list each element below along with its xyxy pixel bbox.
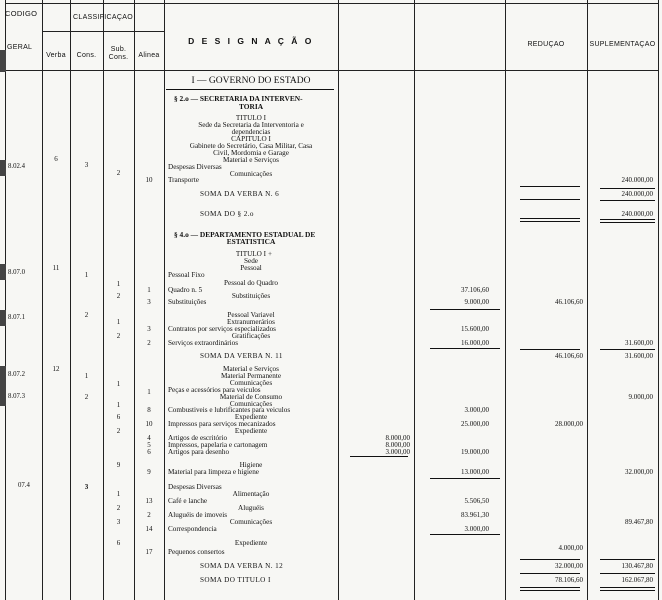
cons-number: 1 <box>84 372 89 380</box>
sum-rule <box>520 587 580 588</box>
alinea-number: 14 <box>145 525 153 533</box>
alinea-number: 17 <box>145 548 153 556</box>
designacao-row: Comunicações <box>229 170 273 178</box>
sub-cons-number: 6 <box>116 413 121 421</box>
sum-rule <box>430 478 500 479</box>
designacao-row: Gratificações <box>231 332 271 340</box>
quantity-value: 9.000,00 <box>464 298 489 306</box>
suplementacao-value: 9.000,00 <box>628 393 653 401</box>
designacao-row: Civil, Mordomia e Garage <box>213 149 289 157</box>
designacao-row: Comunicações <box>229 379 273 387</box>
designacao-row: Quadro n. 5 <box>168 286 203 294</box>
reducao-value: 46.106,60 <box>555 298 583 306</box>
geral-header: GERAL <box>7 44 33 51</box>
verba-number: 11 <box>52 264 60 272</box>
designacao-row: Alimentação <box>232 490 270 498</box>
designacao-row: Material de Consumo <box>219 393 283 401</box>
cons-number: 3 <box>84 483 89 491</box>
alinea-number: 8 <box>147 406 151 414</box>
col-line <box>587 0 588 600</box>
designacao-row: Pessoal Variavel <box>227 311 275 319</box>
alinea-number: 2 <box>147 339 151 347</box>
sum-rule <box>430 348 500 349</box>
designacao-row: Comunicações <box>229 518 273 526</box>
designacao-row: Impressos para serviços mecanizados <box>168 420 276 428</box>
designacao-row: TITULO I <box>235 114 267 122</box>
sub-cons-number: 2 <box>116 427 121 435</box>
alinea-number: 10 <box>145 420 153 428</box>
sum-rule <box>520 218 580 219</box>
sum-rule <box>430 309 500 310</box>
designacao-row: Peças e acessórios para veiculos <box>168 386 261 394</box>
alinea-number: 1 <box>147 286 151 294</box>
codigo-geral: 8.07.0 <box>8 269 25 276</box>
designacao-row: Transporte <box>168 176 199 184</box>
designacao-row: Expediente <box>234 427 268 435</box>
sum-rule <box>520 349 580 350</box>
scan-mark <box>0 50 6 72</box>
reducao-value: 46.106,60 <box>555 352 583 360</box>
classificacao-header: CLASSIFICAÇAO <box>73 14 133 21</box>
suplementacao-value: 130.467,80 <box>621 562 653 570</box>
suplementacao-value: 162.067,80 <box>621 576 653 584</box>
scan-mark <box>0 310 6 326</box>
sum-rule <box>600 559 655 560</box>
alinea-number: 5 <box>147 441 151 449</box>
sub-cons-number: 9 <box>116 461 121 469</box>
designacao-row: TITULO I <box>235 250 267 258</box>
designacao-row: Material Permanente <box>220 372 282 380</box>
designacao-row: SOMA DO TITULO I <box>200 576 271 584</box>
reducao-header: REDUÇAO <box>527 41 565 48</box>
suplementacao-value: 240.000,00 <box>621 176 653 184</box>
verba-header: Verba <box>46 52 66 59</box>
designacao-row: Artigos para desenho <box>168 448 230 456</box>
sub-cons-header: Sub. Cons. <box>108 46 129 61</box>
designacao-row: Pessoal <box>240 264 262 272</box>
designacao-row: SOMA DA VERBA N. 6 <box>200 190 280 198</box>
alinea-number: 9 <box>147 468 151 476</box>
sub-cons-number: 1 <box>116 280 121 288</box>
sub-cons-number: 3 <box>116 518 121 526</box>
sum-rule <box>520 559 580 560</box>
sum-rule <box>520 199 580 200</box>
designacao-row: TORIA <box>238 102 264 111</box>
designacao-row: Material e Serviços <box>223 156 279 164</box>
col-line <box>70 0 71 600</box>
designacao-row: Extranumerários <box>227 318 275 326</box>
designacao-row: Aluguéis de imoveis <box>168 511 228 519</box>
header-bottom-rule <box>5 70 658 71</box>
scan-mark <box>0 160 6 176</box>
sum-rule <box>600 349 655 350</box>
designacao-row: dependencias <box>231 128 271 136</box>
cons-number: 3 <box>84 161 89 169</box>
designacao-row: ESTATISTICA <box>226 237 276 246</box>
reducao-value: 4.000,00 <box>558 544 583 552</box>
sum-rule <box>600 219 655 220</box>
cons-number: 2 <box>84 393 89 401</box>
sum-rule <box>600 188 655 189</box>
sub-cons-number: 1 <box>116 490 121 498</box>
sum-rule <box>600 573 655 574</box>
partial-value: 3.000,00 <box>385 448 410 456</box>
cons-number: 1 <box>84 271 89 279</box>
sub-cons-number: 1 <box>116 380 121 388</box>
col-line <box>658 0 659 600</box>
sub-cons-number: 1 <box>116 318 121 326</box>
designacao-row: CAPITULO I <box>231 135 271 143</box>
designacao-row: Gabinete do Secretário, Casa Militar, Casa <box>189 142 313 150</box>
cons-header: Cons. <box>76 52 97 59</box>
alinea-number: 4 <box>147 434 151 442</box>
quantity-value: 16.000,00 <box>461 339 489 347</box>
reducao-value: 28.000,00 <box>555 420 583 428</box>
verba-number: 12 <box>52 365 60 373</box>
suplementacao-value: 240.000,00 <box>621 190 653 198</box>
codigo-geral: 07.4 <box>18 482 30 489</box>
suplementacao-value: 240.000,00 <box>621 210 653 218</box>
sum-rule <box>430 534 500 535</box>
sum-rule <box>600 222 655 223</box>
codigo-geral: 8.07.3 <box>8 393 25 400</box>
sub-cons-number: 2 <box>116 169 121 177</box>
designacao-row: SOMA DO § 2.o <box>200 210 254 218</box>
sum-rule <box>520 590 580 591</box>
alinea-number: 2 <box>147 511 151 519</box>
sum-rule <box>520 186 580 187</box>
partial-value: 8.000,00 <box>385 441 410 449</box>
designacao-row: I — GOVERNO DO ESTADO <box>191 76 311 86</box>
cons-number: 2 <box>84 311 89 319</box>
heading-rule <box>166 89 334 90</box>
col-line <box>5 0 6 600</box>
classificacao-rule <box>42 31 164 32</box>
designacao-row: Pessoal Fixo <box>168 271 205 279</box>
designacao-row: Material e Serviços <box>223 365 279 373</box>
scan-mark <box>0 366 6 406</box>
quantity-value: 3.000,00 <box>464 525 489 533</box>
designacao-row: Contratos por serviços especializados <box>168 325 276 333</box>
designacao-row: Despesas Diversas <box>168 163 222 171</box>
quantity-value: 19.000,00 <box>461 448 489 456</box>
codigo-geral: 8.07.1 <box>8 314 25 321</box>
quantity-value: 3.000,00 <box>464 406 489 414</box>
designacao-row: Expediente <box>234 413 268 421</box>
designacao-row: Substituições <box>168 298 207 306</box>
sum-rule <box>520 221 580 222</box>
quantity-value: 37.106,60 <box>461 286 489 294</box>
plus-sign: + <box>268 250 273 258</box>
designacao-row: SOMA DA VERBA N. 11 <box>200 352 283 360</box>
codigo-geral: 8.07.2 <box>8 371 25 378</box>
codigo-geral: 8.02.4 <box>8 163 25 170</box>
alinea-number: 10 <box>145 176 153 184</box>
designacao-row: Expediente <box>234 539 268 547</box>
reducao-value: 78.106,60 <box>555 576 583 584</box>
designacao-row: Higiene <box>239 461 263 469</box>
quantity-value: 25.000,00 <box>461 420 489 428</box>
suplementacao-value: 32.000,00 <box>625 468 653 476</box>
verba-number: 6 <box>54 155 58 163</box>
sub-cons-number: 2 <box>116 504 121 512</box>
sum-rule <box>520 573 580 574</box>
sum-rule <box>600 590 655 591</box>
designacao-row: Café e lanche <box>168 497 208 505</box>
designacao-row: Combustiveis e lubrificantes para veiculos <box>168 406 291 414</box>
suplementacao-value: 31.600,00 <box>625 339 653 347</box>
partial-value: 8.000,00 <box>385 434 410 442</box>
sum-rule <box>600 587 655 588</box>
alinea-number: 13 <box>145 497 153 505</box>
designacao-row: Pessoal do Quadro <box>224 279 278 287</box>
quantity-value: 83.961,30 <box>461 511 489 519</box>
designacao-row: Sede <box>244 257 258 265</box>
sum-rule <box>350 456 408 457</box>
alinea-number: 6 <box>147 448 151 456</box>
alinea-number: 3 <box>147 325 151 333</box>
quantity-value: 5.506,50 <box>464 497 489 505</box>
designacao-header: D E S I G N A Ç Ã O <box>188 36 314 46</box>
designacao-row: § 4.o — DEPARTAMENTO ESTADUAL DE <box>174 230 316 239</box>
designacao-row: Pequenos consertos <box>168 548 225 556</box>
suplementacao-header: SUPLEMENTAÇAO <box>589 41 656 48</box>
designacao-row: Material para limpeza e higiene <box>168 468 259 476</box>
alinea-header: Alinea <box>138 52 160 59</box>
quantity-value: 15.600,00 <box>461 325 489 333</box>
sub-cons-number: 2 <box>116 292 121 300</box>
quantity-value: 13.000,00 <box>461 468 489 476</box>
alinea-number: 1 <box>147 388 151 396</box>
sub-cons-number: 1 <box>116 401 121 409</box>
designacao-row: Artigos de escritório <box>168 434 228 442</box>
designacao-row: Aluguéis <box>238 504 264 512</box>
designacao-row: Correspondencia <box>168 525 217 533</box>
designacao-row: Impressos, papelaria e cartonagem <box>168 441 268 449</box>
col-line <box>338 0 339 600</box>
sub-cons-number: 2 <box>116 332 121 340</box>
sub-cons-number: 6 <box>116 539 121 547</box>
scan-mark <box>0 264 6 280</box>
col-line <box>164 0 165 600</box>
col-line <box>42 0 43 600</box>
reducao-value: 32.000,00 <box>555 562 583 570</box>
suplementacao-value: 89.467,80 <box>625 518 653 526</box>
alinea-number: 3 <box>147 298 151 306</box>
designacao-row: § 2.o — SECRETARIA DA INTERVEN- <box>174 94 303 103</box>
designacao-row: Sede da Secretaria da Interventoria e <box>198 121 304 129</box>
designacao-row: Despesas Diversas <box>168 483 222 491</box>
sum-rule <box>600 200 655 201</box>
header-top-rule <box>5 3 658 4</box>
suplementacao-value: 31.600,00 <box>625 352 653 360</box>
designacao-row: Comunicações <box>229 400 273 408</box>
codigo-header: CODIGO <box>5 9 38 18</box>
designacao-row: SOMA DA VERBA N. 12 <box>200 562 284 570</box>
designacao-row: Substituições <box>231 292 271 300</box>
designacao-row: Serviços extraordinários <box>168 339 239 347</box>
